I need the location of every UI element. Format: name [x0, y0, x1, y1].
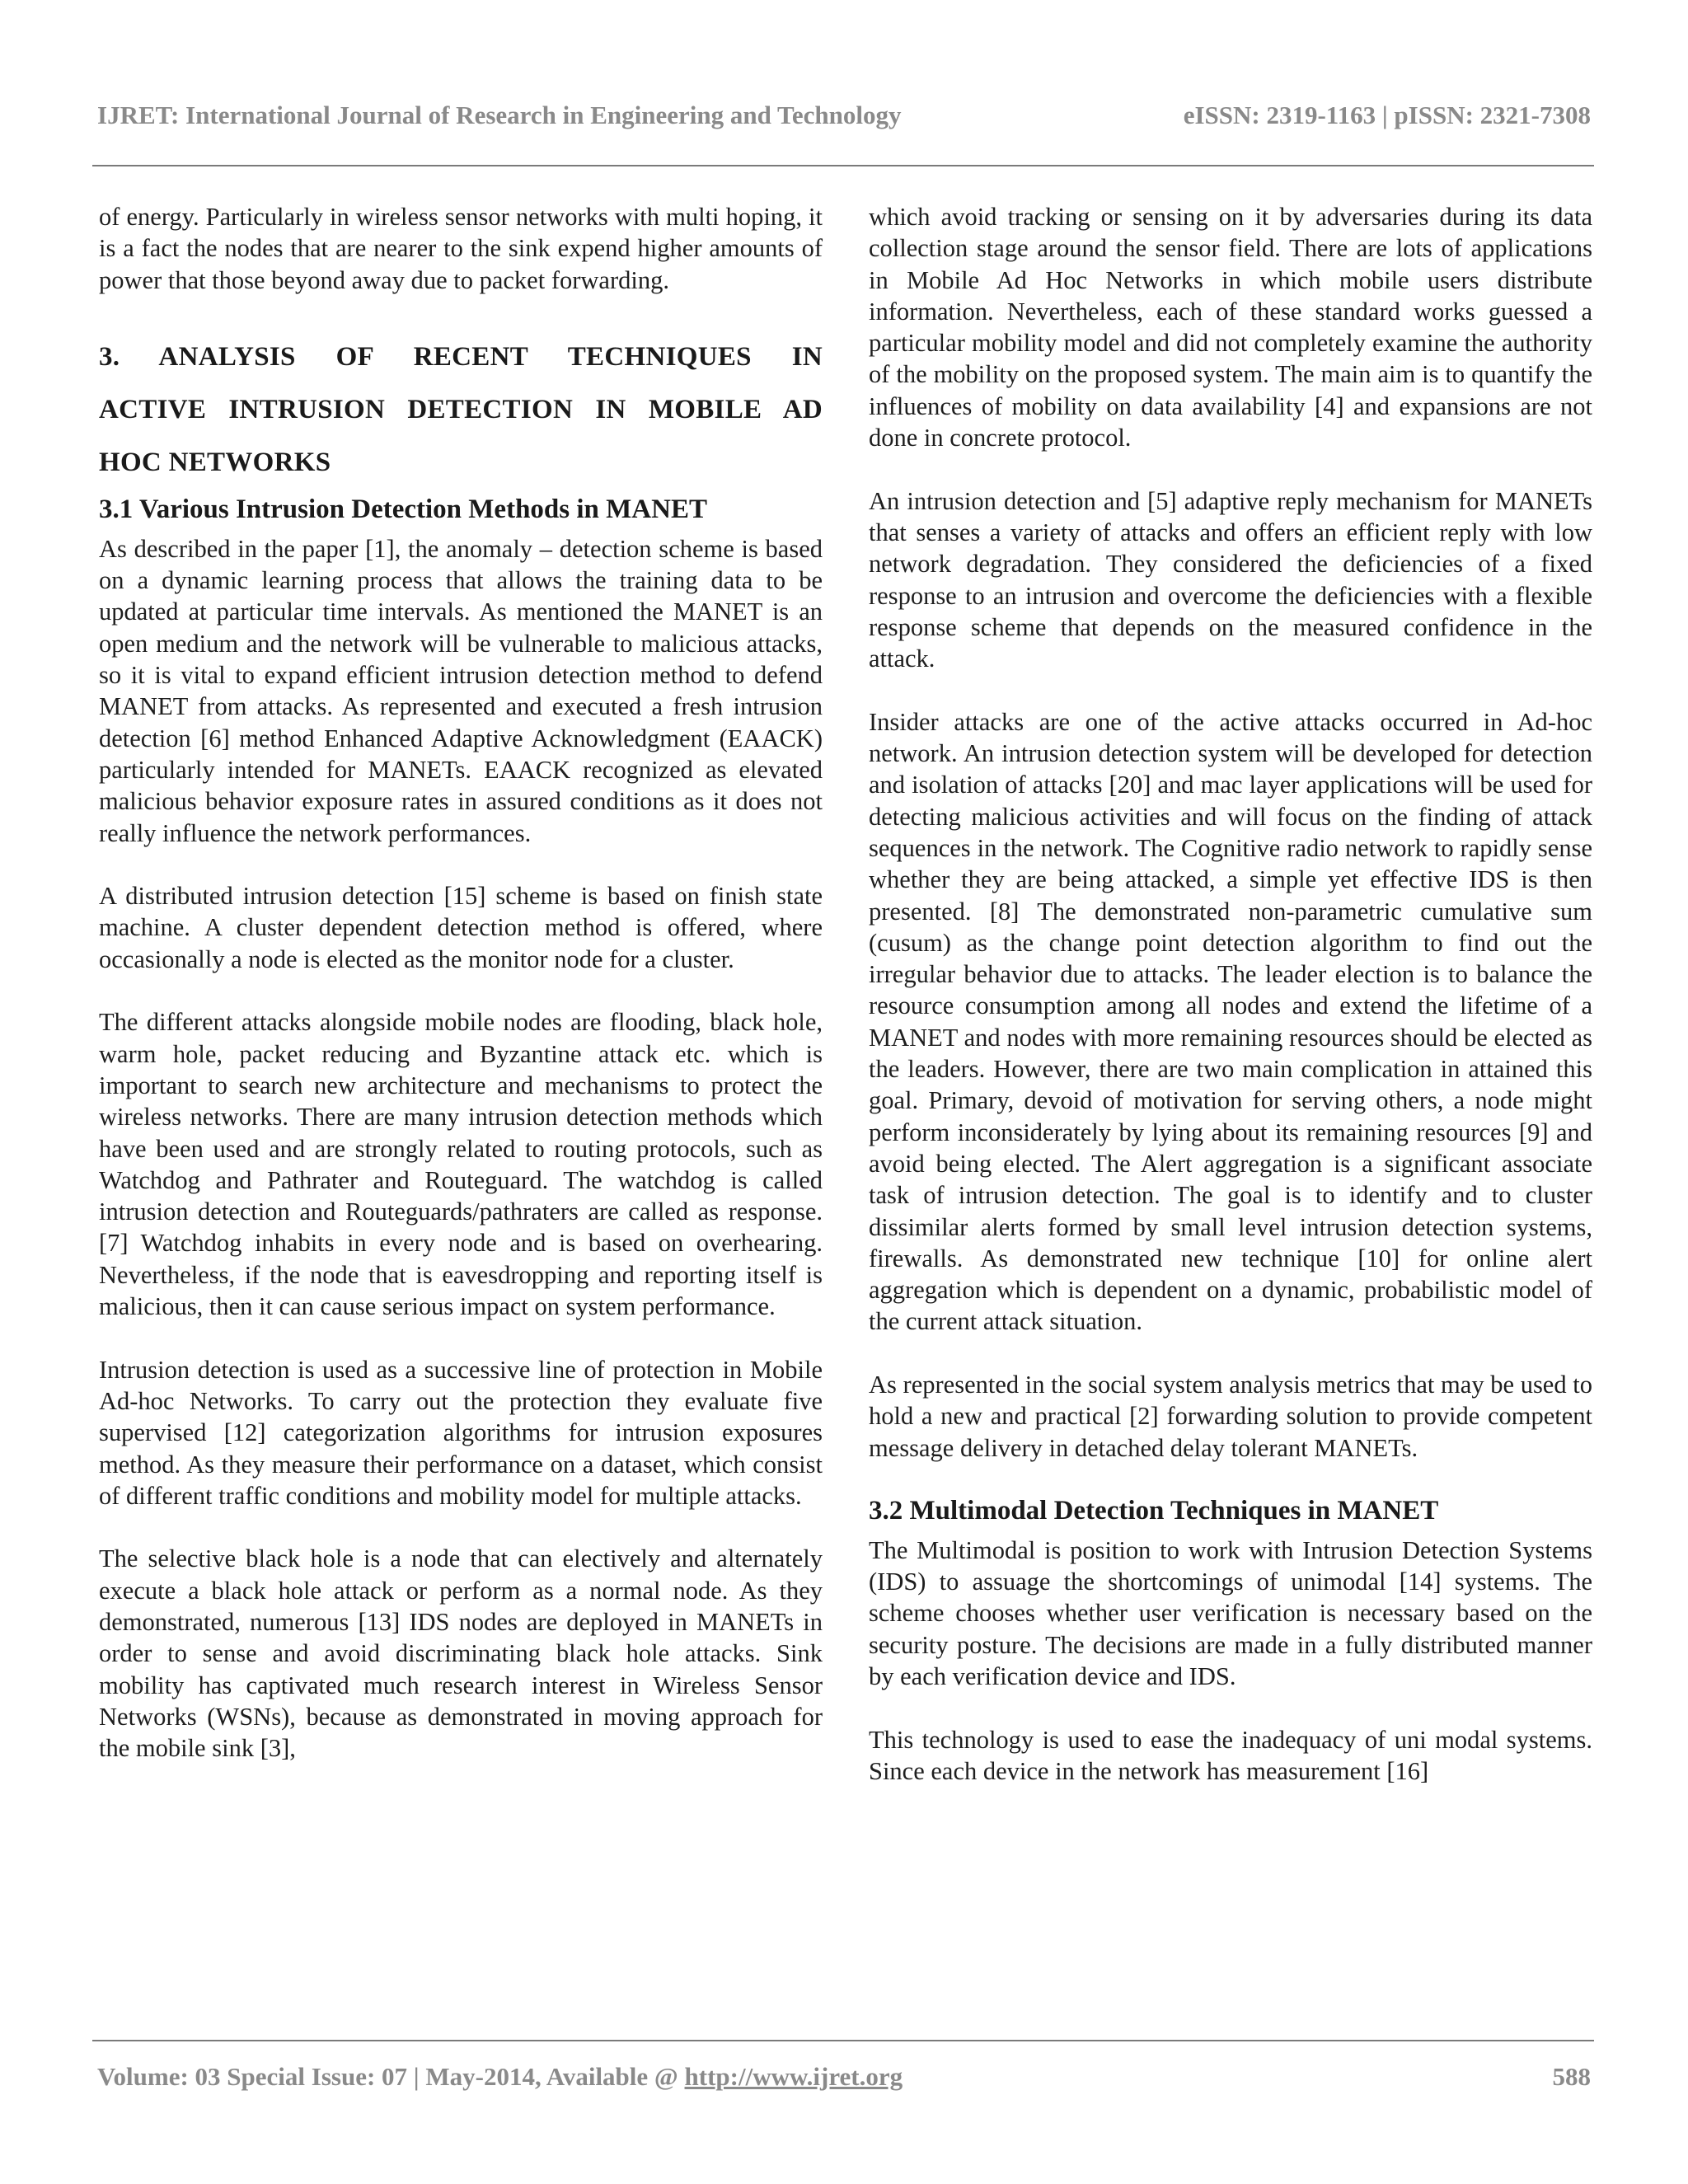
issn-info: eISSN: 2319-1163 | pISSN: 2321-7308	[1183, 101, 1591, 129]
right-column	[869, 201, 1592, 1787]
left-paragraph-4: Intrusion detection is used as a successive line of protection in Mobile Ad-hoc Networks. To carry out the protection they evaluate five supervised [12] categorization algorithms for intrusion exposures method. As they measure their performance on a dataset, which consist of different traffic conditions and mobility model for multiple attacks.	[99, 1355, 823, 1510]
section-3-line-3: HOC NETWORKS	[99, 447, 331, 477]
journal-title: IJRET: International Journal of Research in Engineering and Technology	[97, 101, 902, 129]
footer-volume-info	[97, 2060, 903, 2093]
left-paragraph-5: The selective black hole is a node that can electively and alternately execute a black hole attack or perform as a normal node. As they demonstrated, numerous [13] IDS nodes are deployed in MANETs in order to sense and avoid discriminating black hole attacks. Sink mobility has captivated much research interest in Wireless Sensor Networks (WSNs), because as demonstrated in moving approach for the mobile sink [3],	[99, 1544, 823, 1763]
page-number: 588	[1552, 2062, 1591, 2091]
right-paragraph-5: This technology is used to ease the inadequacy of uni modal systems. Since each device in the network has measurement [16]	[869, 1725, 1592, 1785]
right-paragraph-3: As represented in the social system analysis metrics that may be used to hold a new and practical [2] forwarding solution to provide competent message delivery in detached delay tolerant MANETs.	[869, 1370, 1592, 1462]
footer-rule	[92, 2040, 1594, 2041]
subsection-3-1-heading: 3.1 Various Intrusion Detection Methods in MANET	[99, 494, 707, 524]
journal-url-link[interactable]: http://www.ijret.org	[684, 2062, 903, 2091]
header-rule	[92, 165, 1594, 166]
section-3-line-2: ACTIVE INTRUSION DETECTION IN MOBILE AD	[99, 394, 823, 424]
left-paragraph-3: The different attacks alongside mobile nodes are flooding, black hole, warm hole, packet reducing and Byzantine attack etc. which is important to search new architecture and mechanisms to protect the wireless networks. There are many intrusion detection methods which have been used and are strongly related to routing protocols, such as Watchdog and Pathrater and Routeguard. The watchdog is called intrusion detection and Routeguards/pathraters are called as response. [7] Watchdog inhabits in every node and is based on overhearing. Nevertheless, if the node that is eavesdropping and reporting itself is malicious, then it can cause serious impact on system performance.	[99, 1008, 823, 1321]
subsection-3-2-heading: 3.2 Multimodal Detection Techniques in MANET	[869, 1495, 1439, 1526]
section-3-line-1: 3. ANALYSIS OF RECENT TECHNIQUES IN	[99, 341, 823, 372]
volume-text: Volume: 03 Special Issue: 07 | May-2014, Available @	[97, 2062, 685, 2091]
section-3-heading	[99, 330, 823, 489]
running-header	[97, 99, 1591, 132]
right-paragraph-1: An intrusion detection and [5] adaptive reply mechanism for MANETs that senses a variety of attacks and offers an efficient reply with low network degradation. They considered the deficiencies of a fixed response to an intrusion and overcome the deficiencies with a flexible response scheme that depends on the measured confidence in the attack.	[869, 486, 1592, 673]
left-paragraph-0: of energy. Particularly in wireless sensor networks with multi hoping, it is a fact the nodes that are nearer to the sink expend higher amounts of power that those beyond away due to packet forwarding.	[99, 203, 823, 294]
running-footer	[97, 2060, 1591, 2093]
right-paragraph-0: which avoid tracking or sensing on it by adversaries during its data collection stage around the sensor field. There are lots of applications in Mobile Ad Hoc Networks in which mobile users distribute information. Nevertheless, each of these standard works guessed a particular mobility model and did not completely examine the authority of the mobility on the proposed system. The main aim is to quantify the influences of mobility on data availability [4] and expansions are not done in concrete protocol.	[869, 203, 1592, 452]
right-paragraph-4: The Multimodal is position to work with Intrusion Detection Systems (IDS) to assuage the shortcomings of unimodal [14] systems. The scheme chooses whether user verification is necessary based on the security posture. The decisions are made in a fully distributed manner by each verification device and IDS.	[869, 1535, 1592, 1691]
left-paragraph-2: A distributed intrusion detection [15] scheme is based on finish state machine. A cluster dependent detection method is offered, where occasionally a node is elected as the monitor node for a cluster.	[99, 882, 823, 973]
left-paragraph-1: As described in the paper [1], the anomaly – detection scheme is based on a dynamic learning process that allows the training data to be updated at particular time intervals. As mentioned the MANET is an open medium and the network will be vulnerable to malicious attacks, so it is vital to expand efficient intrusion detection method to defend MANET from attacks. As represented and executed a fresh intrusion detection [6] method Enhanced Adaptive Acknowledgment (EAACK) particularly intended for MANETs. EAACK recognized as elevated malicious behavior exposure rates in assured conditions as it does not really influence the network performances.	[99, 534, 823, 847]
left-column	[99, 201, 823, 1764]
right-paragraph-2: Insider attacks are one of the active attacks occurred in Ad-hoc network. An intrusion detection system will be developed for detection and isolation of attacks [20] and mac layer applications will be used for detecting malicious activities and will focus on the finding of attack sequences in the network. The Cognitive radio network to rapidly sense whether they are being attacked, a simple yet effective IDS is then presented. [8] The demonstrated non-parametric cumulative sum (cusum) as the change point detection algorithm to find out the irregular behavior due to attacks. The leader election is to balance the resource consumption among all nodes and extend the lifetime of a MANET and nodes with more remaining resources should be elected as the leaders. However, there are two main complication in attained this goal. Primary, devoid of motivation for serving others, a node might perform inconsiderately by lying about its remaining resources [9] and avoid being elected. The Alert aggregation is a significant associate task of intrusion detection. The goal is to identify and to cluster dissimilar alerts formed by small level intrusion detection systems, firewalls. As demonstrated new technique [10] for online alert aggregation which is dependent on a dynamic, probabilistic model of the current attack situation.	[869, 707, 1592, 1336]
